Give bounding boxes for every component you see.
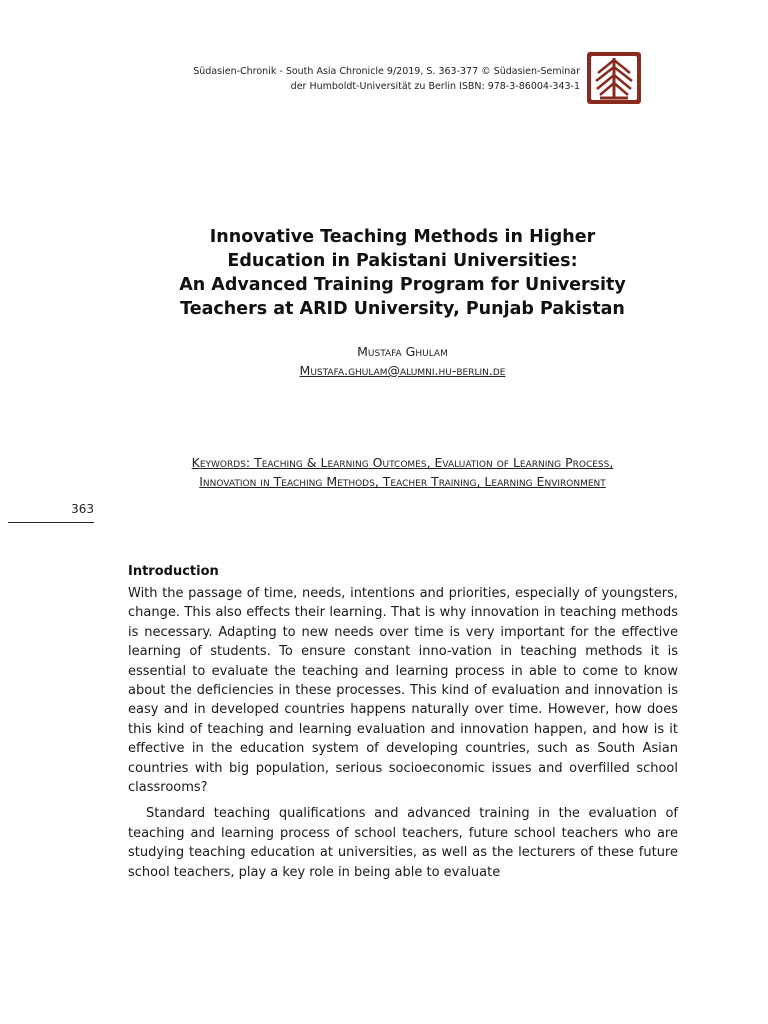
author-name: Mustafa Ghulam <box>357 344 448 359</box>
title-line-4: Teachers at ARID University, Punjab Pakistan <box>180 299 625 319</box>
paragraph-2: Standard teaching qualifications and advanced training in the evaluation of teaching and learning process of school teachers, future school teachers who are studying teaching education at universities, as well as the lecturers of these future school teachers, play a key role in being able to evaluate <box>128 806 678 880</box>
keywords-line-1: Keywords: Teaching & Learning Outcomes, Evaluation of Learning Process, <box>191 455 614 470</box>
title-line-2: Education in Pakistani Universities: <box>227 251 578 271</box>
keywords-line-2: Innovation in Teaching Methods, Teacher Training, Learning Environment <box>199 474 606 489</box>
paper-title <box>130 225 675 321</box>
header-line-1: Südasien-Chronik - South Asia Chronicle 9/2019, S. 363-377 © Südasien-Seminar <box>193 66 580 77</box>
author-email-link[interactable]: Mustafa.ghulam@alumni.hu-berlin.de <box>299 363 506 378</box>
keywords <box>110 453 695 491</box>
seminar-logo-icon <box>586 51 642 105</box>
journal-header <box>150 64 580 94</box>
page-number: 363 <box>8 500 94 523</box>
section-heading: Introduction <box>128 564 219 579</box>
introduction-section <box>128 562 678 882</box>
paragraph-1: With the passage of time, needs, intentions and priorities, especially of youngsters, change. This also effects their learning. That is why innovation in teaching methods is necessary. Adapting to new needs over time is very important for the effective learning of students. To ensure constant inno-vation in teaching methods it is essential to evaluate the teaching and learning process in able to come to know about the deficiencies in these processes. This kind of evaluation and innovation is easy and in developed countries happens naturally over time. However, how does this kind of teaching and learning evaluation and innovation happen, and how is it effective in the education system of developing countries, such as South Asian countries with big population, serious socioeconomic issues and overfilled school classrooms? <box>128 586 678 796</box>
title-line-3: An Advanced Training Program for University <box>179 275 626 295</box>
title-line-1: Innovative Teaching Methods in Higher <box>209 227 596 247</box>
author-block <box>130 342 675 380</box>
header-line-2: der Humboldt-Universität zu Berlin ISBN: 978-3-86004-343-1 <box>290 81 580 92</box>
